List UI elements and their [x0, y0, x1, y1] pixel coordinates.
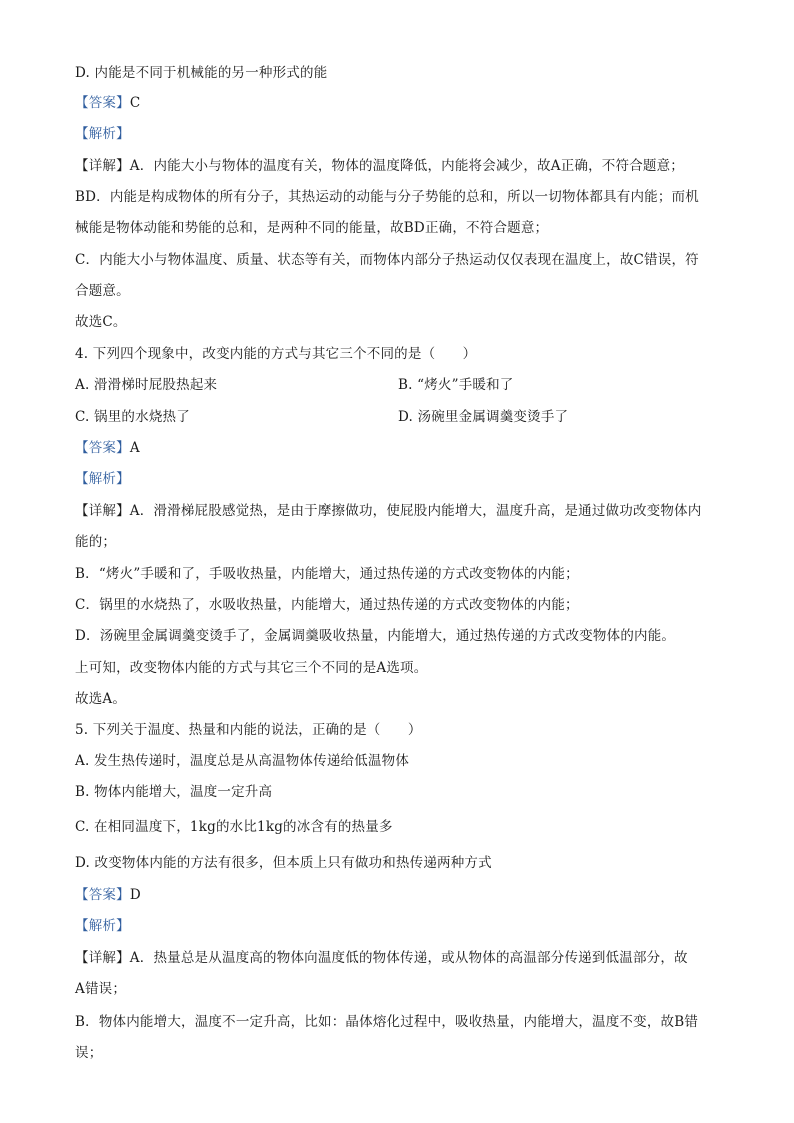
answer-line	[75, 438, 140, 458]
conclusion-line: 故选A。	[75, 691, 127, 707]
analysis-tag: 【解析】	[75, 126, 130, 142]
option-d: D. 改变物体内能的方法有很多，但本质上只有做功和热传递两种方式	[75, 855, 492, 871]
analysis-tag: 【解析】	[75, 471, 130, 487]
option-c: C. 在相同温度下，1kg的水比1kg的冰含有的热量多	[75, 819, 393, 835]
analysis-tag: 【解析】	[75, 918, 130, 934]
answer-line	[75, 93, 140, 113]
analysis-heading	[75, 124, 130, 144]
explanation-line: C．内能大小与物体温度、质量、状态等有关，而物体内部分子热运动仅仅表现在温度上，故C错误，符	[75, 252, 699, 268]
option-b: B. “烤火”手暖和了	[398, 377, 514, 393]
explanation-line: C．锅里的水烧热了，水吸收热量，内能增大，通过热传递的方式改变物体的内能；	[75, 597, 579, 613]
question-5-stem: 5. 下列关于温度、热量和内能的说法，正确的是（ ）	[75, 722, 422, 738]
explanation-line: 上可知，改变物体内能的方式与其它三个不同的是A选项。	[75, 660, 428, 676]
explanation-line: 【详解】A．内能大小与物体的温度有关，物体的温度降低，内能将会减少，故A正确，不符合题意；	[75, 158, 684, 174]
option-d: D. 汤碗里金属调羹变烫手了	[398, 409, 569, 425]
explanation-line: A错误；	[75, 981, 127, 997]
explanation-line: BD．内能是构成物体的所有分子，其热运动的动能与分子势能的总和，所以一切物体都具有内能；而机	[75, 189, 699, 205]
explanation-line: 合题意。	[75, 283, 130, 299]
question-4-stem: 4. 下列四个现象中，改变内能的方式与其它三个不同的是（ ）	[75, 346, 477, 362]
analysis-heading	[75, 469, 130, 489]
explanation-line: 械能是物体动能和势能的总和，是两种不同的能量，故BD正确，不符合题意；	[75, 220, 549, 236]
option-d-line: D. 内能是不同于机械能的另一种形式的能	[75, 65, 328, 81]
explanation-line: 【详解】A．滑滑梯屁股感觉热，是由于摩擦做功，使屁股内能增大，温度升高，是通过做功改变物体内	[75, 503, 702, 519]
option-c: C. 锅里的水烧热了	[75, 409, 190, 425]
answer-tag: 【答案】	[75, 440, 130, 456]
answer-tag: 【答案】	[75, 95, 130, 111]
explanation-line: B．“烤火”手暖和了，手吸收热量，内能增大，通过热传递的方式改变物体的内能；	[75, 566, 579, 582]
analysis-heading	[75, 916, 130, 936]
explanation-line: B．物体内能增大，温度不一定升高，比如：晶体熔化过程中，吸收热量，内能增大，温度不变，故B错	[75, 1014, 699, 1030]
explanation-line: D．汤碗里金属调羹变烫手了，金属调羹吸收热量，内能增大，通过热传递的方式改变物体的内能。	[75, 628, 676, 644]
answer-line	[75, 885, 141, 905]
answer-value: C	[129, 95, 141, 111]
conclusion-line: 故选C。	[75, 314, 127, 330]
option-a: A. 滑滑梯时屁股热起来	[75, 377, 218, 393]
explanation-line: 【详解】A．热量总是从温度高的物体向温度低的物体传递，或从物体的高温部分传递到低温部分，故	[75, 950, 688, 966]
option-a: A. 发生热传递时，温度总是从高温物体传递给低温物体	[75, 753, 410, 769]
answer-value: D	[129, 887, 141, 903]
answer-value: A	[129, 440, 140, 456]
option-b: B. 物体内能增大，温度一定升高	[75, 784, 273, 800]
answer-tag: 【答案】	[75, 887, 130, 903]
explanation-line: 误；	[75, 1045, 103, 1061]
explanation-line: 能的；	[75, 534, 117, 550]
